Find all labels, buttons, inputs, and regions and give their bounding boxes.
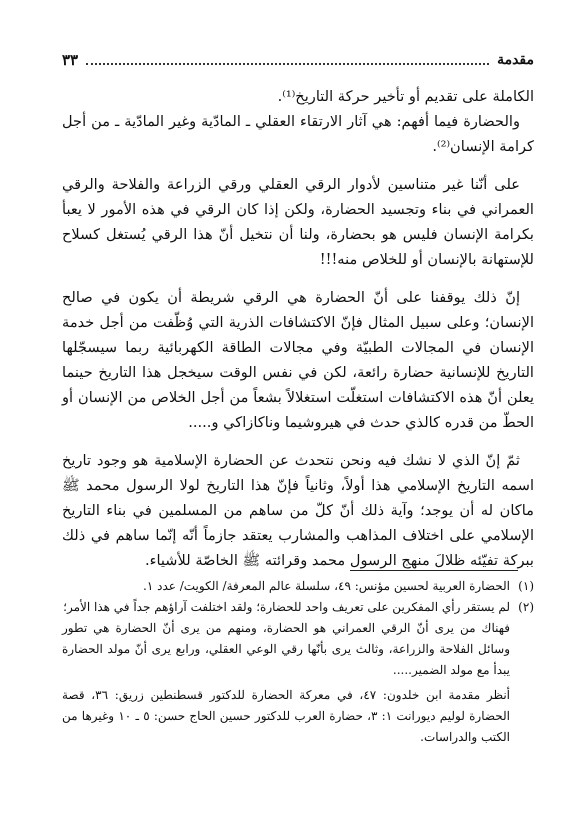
paragraph-3: على أنّنا غير متناسين لأدوار الرقي العقلي ورقي الزراعة والفلاحة والرقي العمراني في بناء وتجسيد الحضارة، ولكن إذا كان الرقي في هذه الأمور لا يعبأ بكرامة الإنسان فليس هو بحضارة، ولنا أن نتخيل أنّ هذا الرقي يُستغل كسلاح للإستهانة بالإنسان أو للخلاص منه!!! xyxy=(62,176,534,268)
page-number: ٣٣ xyxy=(62,51,79,69)
paragraph-2: والحضارة فيما أفهم: هي آثار الارتقاء العقلي ـ المادّية وغير المادّية ـ من أجل كرامة الإنسان⁽²⁾. xyxy=(62,113,534,155)
footnote-2-text: لم يستقر رأي المفكرين على تعريف واحد للحضارة؛ ولقد اختلفت آراؤهم جداً في هذا الأمر؛ xyxy=(63,600,510,614)
paragraph-1: الكاملة على تقديم أو تأخير حركة التاريخ⁽¹⁾. xyxy=(277,88,534,105)
footnote-separator xyxy=(350,570,518,571)
footnote-2-number: (٢) xyxy=(518,600,534,614)
footnote-1-text: الحضارة العربية لحسين مؤنس: ٤٩، سلسلة عالم المعرفة/ الكويت/ عدد ١. xyxy=(143,579,510,593)
footnote-2-continuation xyxy=(62,618,534,681)
footnote-2-sources xyxy=(62,685,534,748)
footnotes xyxy=(62,576,534,748)
header-title: مقدمة xyxy=(497,52,534,68)
footnote-1-number: (١) xyxy=(518,579,534,593)
footnote-2 xyxy=(62,597,534,618)
main-text xyxy=(62,84,534,573)
footnote-2-sources-text: أنظر مقدمة ابن خلدون: ٤٧، في معركة الحضارة للدكتور قسطنطين زريق: ٣٦، قصة الحضارة لوليم ديورانت ١: ٣، حضارة العرب للدكتور حسين الحاج حسن: ٥ ـ ١٠ وغيرها من الكتب والدراسات. xyxy=(62,688,511,744)
footnote-1 xyxy=(62,576,534,597)
footnote-2-continuation-text: فهناك من يرى أنّ الرقي العمراني هو الحضارة، ومنهم من يرى أنّ الحضارة هي تطور وسائل الفلاحة والزراعة، وثالث يرى بأنّها رقي الوعي العقلي، ورابع يرى أنّ مولد الحضارة يبدأ مع مولد الضمير..... xyxy=(62,621,510,677)
header-dotted-leader xyxy=(86,63,489,65)
paragraph-4: إنّ ذلك يوقفنا على أنّ الحضارة هي الرقي شريطة أن يكون في صالح الإنسان؛ وعلى سبيل المثال فإنّ الاكتشافات الذرية التي وُظّفت من أجل خدمة الإنسان في المجالات الطبيّة وفي مجالات الطاقة الكهربائية ربما سيسجّلها التاريخ للإنسانية حضارة رائعة، لكن في نفس الوقت سيخجل هذا التاريخ حينما يعلن أنّ هذه الاكتشافات استغلّت استغلالاً بشعاً من أجل الخلاص من الإنسان أو الحطّ من قدره كالذي حدث في هيروشيما وناكازاكي و..... xyxy=(62,289,534,431)
paragraph-5: ثمّ إنّ الذي لا نشك فيه ونحن نتحدث عن الحضارة الإسلامية هو وجود تاريخ اسمه التاريخ الإسلامي هذا أولاً، وثانياً فإنّ هذا التاريخ لولا الرسول محمد ﷺ ماكان له أن يوجد؛ وآية ذلك أنّ كلّ من ساهم من المسلمين في بناء التاريخ الإسلامي على اختلاف المذاهب والمشارب يعتقد جازماً أنّه إنّما ساهم في ذلك ببركة تفيّئه ظلالَ منهج الرسول محمد وقرائته ﷺ الخاصّة للأشياء. xyxy=(62,452,534,569)
running-header xyxy=(62,50,534,70)
